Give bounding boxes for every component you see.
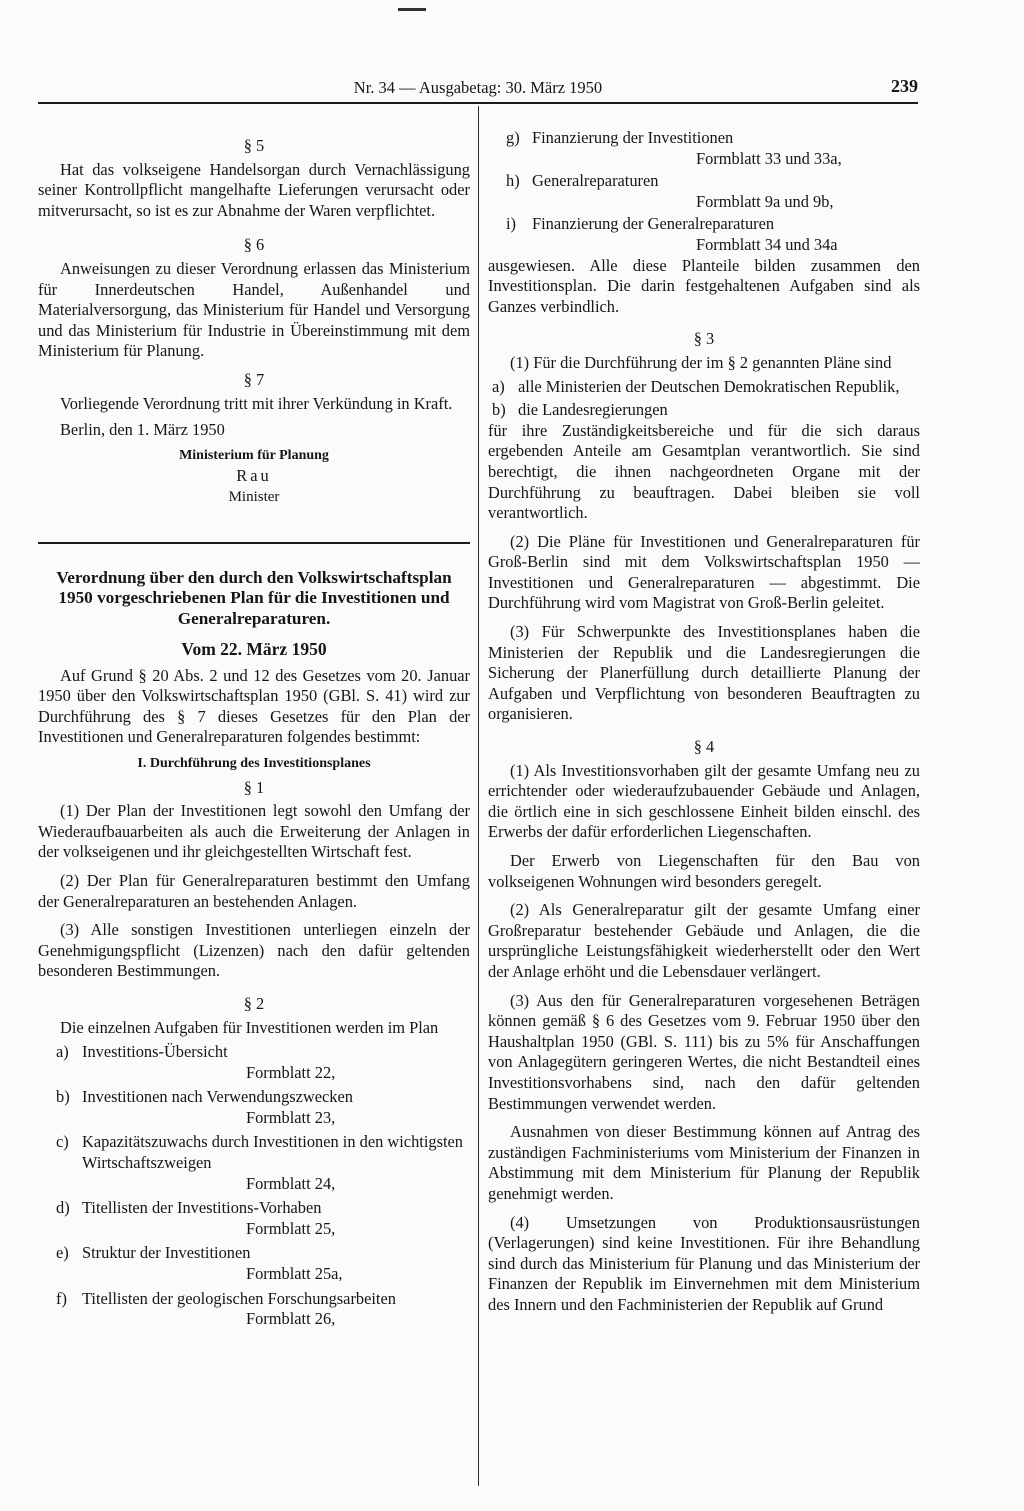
section-1-para-3: (3) Alle sonstigen Investitionen unterliegen einzeln der Genehmigungspflicht (Lizenzen) nach den dafür geltenden besonderen Bestimmungen. (38, 920, 470, 981)
page-header (38, 76, 918, 104)
list-item: a) Investitions-Übersicht Formblatt 22, (56, 1042, 336, 1082)
section-3-para-1-rest: für ihre Zuständigkeitsbereiche und für die sich daraus ergebenden Anteile am Gesamtplan verantwortlich. Sie sind berechtigt, die ihnen nachgeordneten Organe mit der Durchführung zu beauftragen. Dabei bleiben sie voll verantwortlich. (488, 420, 920, 523)
section-2-intro: Die einzelnen Aufgaben für Investitionen werden im Plan (60, 1017, 439, 1037)
list-item: c) Kapazitätszuwachs durch Investitionen in den wichtigsten Wirtschaftszweigen Formblatt 24, (56, 1132, 463, 1193)
section-5-heading: § 5 (243, 136, 265, 155)
section-3-para-1-intro: (1) Für die Durchführung der im § 2 genannten Pläne sind (510, 352, 892, 372)
section-4-para-2: (2) Als Generalreparatur gilt der gesamte Umfang einer Großreparatur bestehender Gebäude und Anlagen, die die ursprüngliche Leistungsfähigkeit wiederherstellt oder den Wert der Anlage erhöht und die Lebensdauer verlängert. (488, 900, 920, 981)
place-date: Berlin, den 1. März 1950 (60, 420, 225, 440)
section-6-text: Anweisungen zu dieser Verordnung erlassen das Ministerium für Innerdeutschen Handel, Außenhandel und Materialversorgung, das Ministerium für Handel und Versorgung und das Ministerium für Industrie in Übereinstimmung mit dem Ministerium für Planung. (38, 258, 470, 361)
right-column (488, 128, 920, 1315)
list-item: a) alle Ministerien der Deutschen Demokratischen Republik, (492, 376, 900, 396)
authority-list (488, 377, 920, 421)
section-4-para-3b: Ausnahmen von dieser Bestimmung können auf Antrag des zuständigen Fachministeriums vom Ministerium der Finanzen in Abstimmung mit dem Ministerium für Planung der Republik genehmigt werden. (488, 1122, 920, 1203)
form-list-continued (488, 128, 920, 256)
section-2-closing: ausgewiesen. Alle diese Planteile bilden zusammen den Investitionsplan. Die darin festgehaltenen Aufgaben sind als Ganzes verbindlich. (488, 255, 920, 316)
list-item: f) Titellisten der geologischen Forschungsarbeiten Formblatt 26, (56, 1288, 396, 1329)
list-item: e) Struktur der Investitionen Formblatt 25a, (56, 1243, 343, 1284)
section-4-para-1b: Der Erwerb von Liegenschaften für den Bau von volkseigenen Wohnungen wird besonders geregelt. (488, 851, 920, 891)
section-7-text: Vorliegende Verordnung tritt mit ihrer Verkündung in Kraft. (60, 393, 453, 413)
section-1-para-1: (1) Der Plan der Investitionen legt sowohl den Umfang der Wiederaufbauarbeiten als auch die Erweiterung der Anlagen in der volkseigenen und ihr gleichgestellten Wirtschaft fest. (38, 801, 470, 862)
signatory-role: Minister (228, 488, 280, 505)
ministry-name: Ministerium für Planung (179, 447, 329, 463)
section-3-para-3: (3) Für Schwerpunkte des Investitionsplanes haben die Ministerien der Republik und die Landesregierungen die Sicherung der Planerfüllung durch detaillierte Planung der Aufgaben und Verpflichtung von besonderen Beauftragten zu organisieren. (488, 622, 920, 724)
section-6-heading: § 6 (243, 235, 265, 255)
scan-mark (398, 8, 426, 11)
left-column (38, 128, 470, 1330)
ordinance-title: Verordnung über den durch den Volkswirtschaftsplan 1950 vorgeschriebenen Plan für die Investitionen und Generalreparaturen. (56, 567, 452, 628)
list-item: d) Titellisten der Investitions-Vorhaben Formblatt 25, (56, 1198, 336, 1238)
section-7-heading: § 7 (243, 369, 265, 389)
list-item: i) Finanzierung der Generalreparaturen Formblatt 34 und 34a (506, 214, 838, 254)
section-rule (38, 542, 470, 544)
issue-line: Nr. 34 — Ausgabetag: 30. März 1950 (353, 78, 603, 97)
list-item: b) die Landesregierungen (492, 400, 668, 420)
page-number: 239 (891, 76, 918, 96)
list-item: b) Investitionen nach Verwendungszwecken Formblatt 23, (56, 1087, 353, 1127)
section-1-para-2: (2) Der Plan für Generalreparaturen bestimmt den Umfang der Generalreparaturen an bestehenden Anlagen. (38, 870, 470, 911)
section-4-heading: § 4 (693, 737, 715, 757)
list-item: h) Generalreparaturen Formblatt 9a und 9b, (506, 171, 834, 211)
form-list (38, 1042, 470, 1330)
list-item: g) Finanzierung der Investitionen Formblatt 33 und 33a, (506, 128, 842, 168)
section-4-para-4: (4) Umsetzungen von Produktionsausrüstungen (Verlagerungen) sind keine Investitionen. Für ihre Behandlung sind durch das Ministerium für Planung und das Ministerium der Finanzen der Republik im Einvernehmen mit dem Ministerium des Innern und den Fachministerien der Republik auf Grund (488, 1212, 920, 1314)
section-3-para-2: (2) Die Pläne für Investitionen und Generalreparaturen für Groß-Berlin sind mit dem Volkswirtschaftsplan 1950 — Investitionen und Generalreparaturen — abgestimmt. Die Durchführung wird vom Magistrat von Groß-Berlin geleitet. (488, 531, 920, 613)
section-1-heading: § 1 (243, 777, 265, 797)
section-4-para-3: (3) Aus den für Generalreparaturen vorgesehenen Beträgen können gemäß § 6 des Gesetzes vom 9. Februar 1950 über den Haushaltplan 1950 (GBl. S. 111) bis zu 5% für Anschaffungen von Anlagegütern geringeren Wertes, die nicht Bestandteil eines Investitionsvorhabens sind, nach den dafür geltenden Bestimmungen verwendet werden. (488, 990, 920, 1113)
section-5-text: Hat das volkseigene Handelsorgan durch Vernachlässigung seiner Kontrollpflicht mangelhafte Lieferungen verursacht oder mitverursacht, so ist es zur Abnahme der Waren verpflichtet. (38, 159, 470, 220)
section-2-heading: § 2 (243, 993, 265, 1013)
part-1-heading: I. Durchführung des Investitionsplanes (137, 755, 371, 771)
column-divider (478, 106, 479, 1486)
preamble: Auf Grund § 20 Abs. 2 und 12 des Gesetzes vom 20. Januar 1950 über den Volkswirtschaftsplan 1950 (GBl. S. 41) wird zur Durchführung des § 7 dieses Gesetzes für den Plan der Investitionen und Generalreparaturen folgendes bestimmt: (38, 665, 470, 747)
signatory-name: Rau (236, 466, 272, 486)
ordinance-date: Vom 22. März 1950 (181, 639, 327, 659)
section-3-heading: § 3 (693, 329, 715, 349)
section-4-para-1: (1) Als Investitionsvorhaben gilt der gesamte Umfang neu zu errichtender oder wiederaufzubauender Gebäude und Anlagen, die örtlich eine in sich geschlossene Einheit bilden einschl. des Erwerbs der dafür erforderlichen Liegenschaften. (488, 760, 920, 842)
